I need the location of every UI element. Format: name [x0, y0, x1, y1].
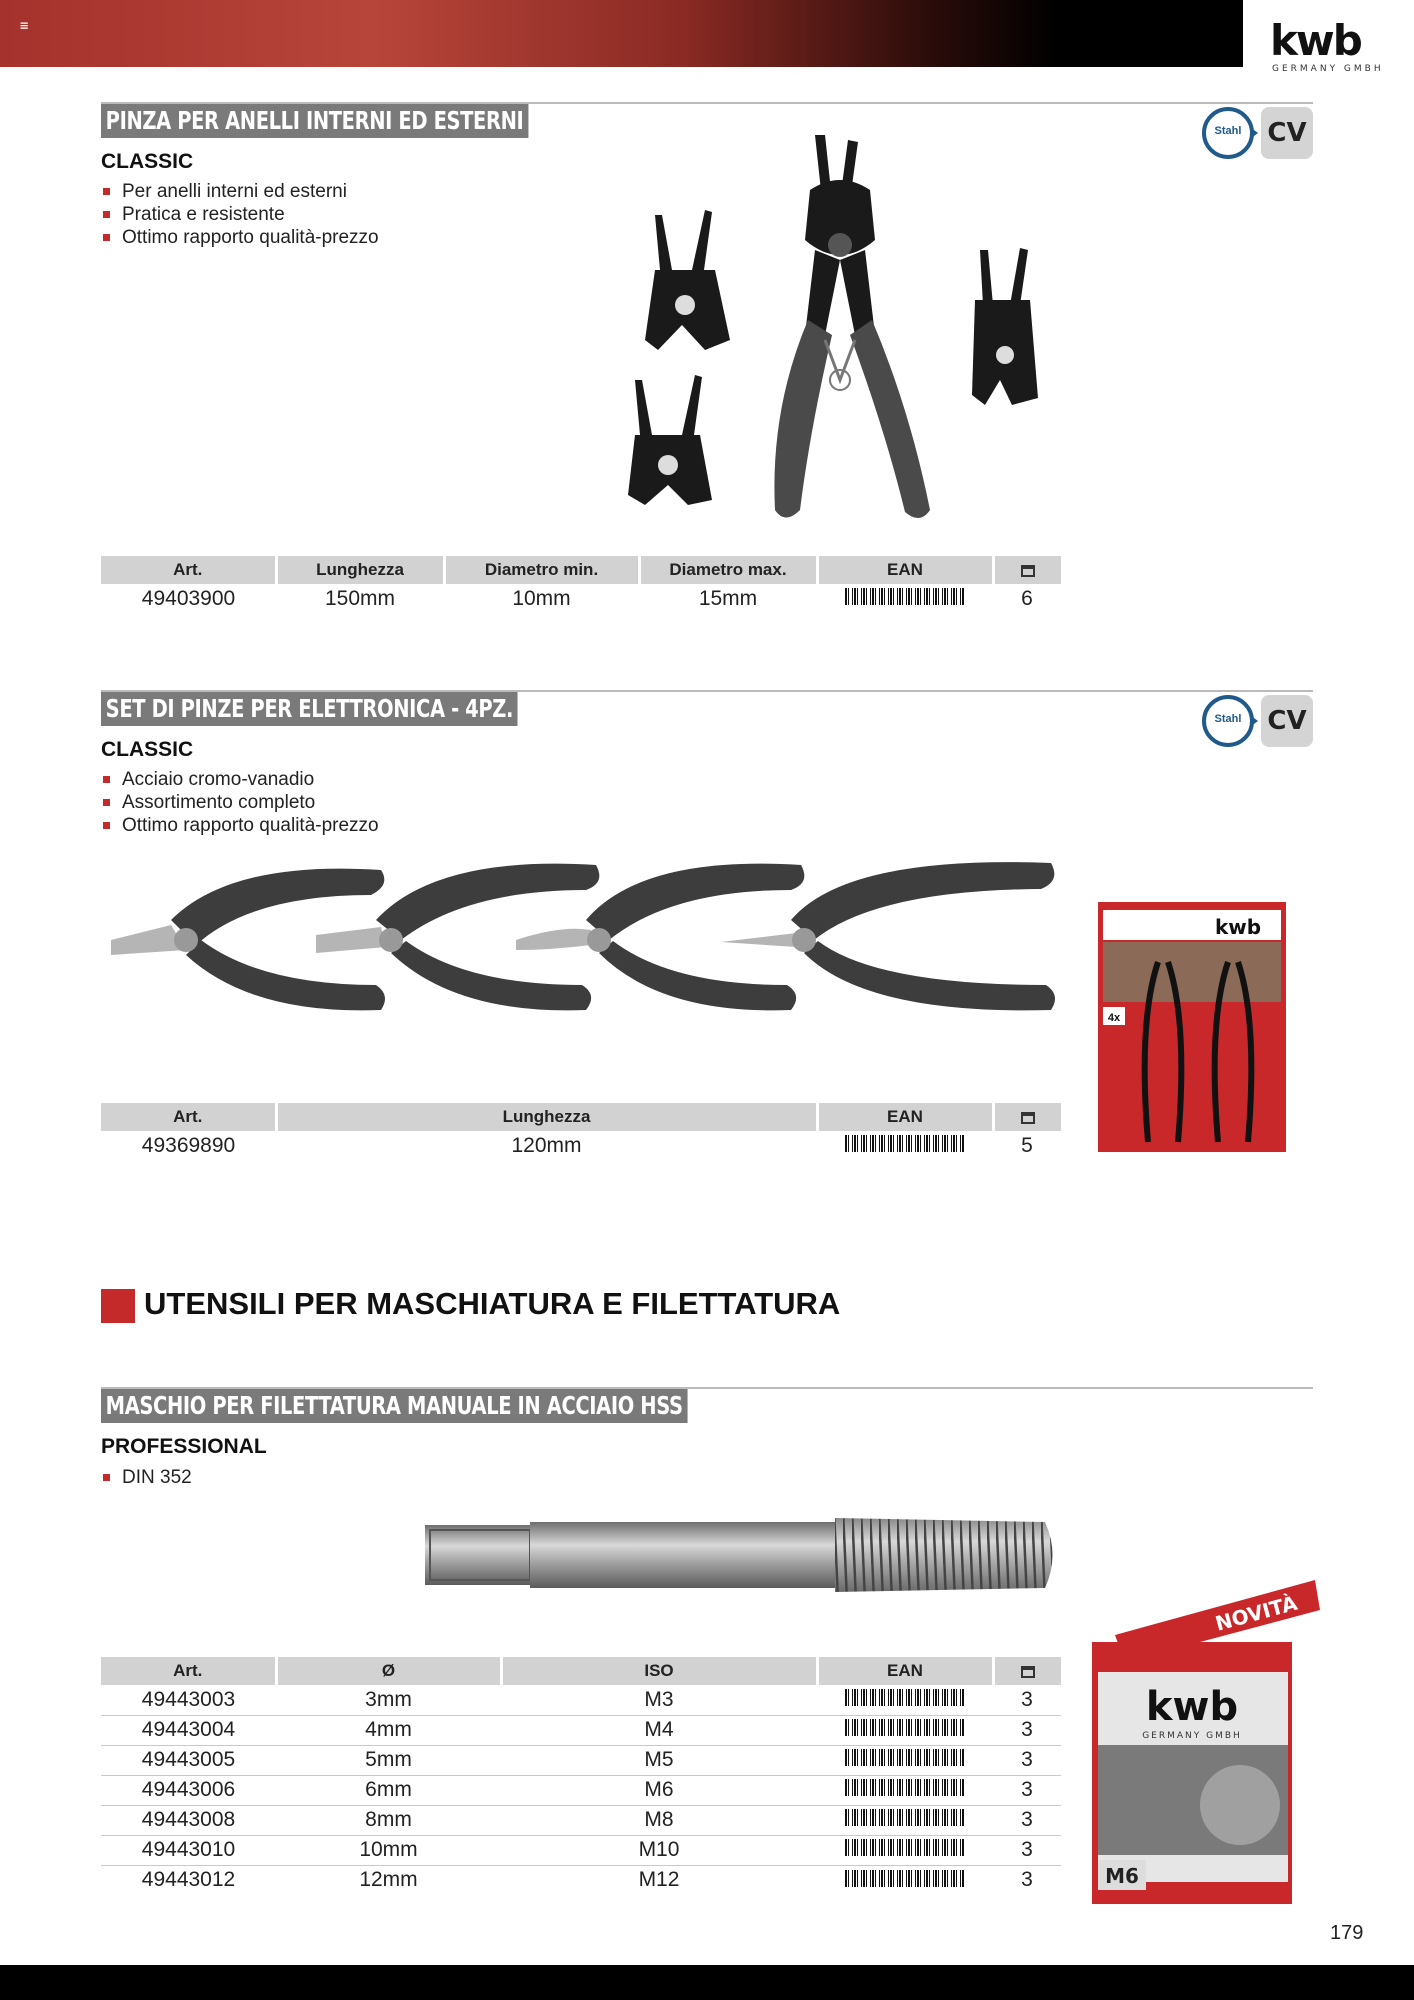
column-header	[993, 1103, 1061, 1131]
table-cell: 10mm	[276, 1835, 501, 1865]
table-row	[101, 584, 1061, 614]
feature-item: Acciaio cromo-vanadio	[103, 768, 379, 791]
table-cell	[817, 1715, 993, 1745]
column-header: Art.	[101, 1657, 276, 1685]
table-cell: 10mm	[512, 587, 571, 610]
table-cell: 150mm	[324, 587, 396, 610]
product-line: CLASSIC	[101, 738, 194, 761]
table-row	[101, 1715, 1061, 1745]
table-row	[101, 1685, 1061, 1715]
table-row	[101, 1131, 1061, 1161]
table-cell	[817, 1745, 993, 1775]
table-cell: 49443010	[101, 1835, 276, 1865]
table-cell	[817, 1835, 993, 1865]
section-title: SET DI PINZE PER ELETTRONICA - 4PZ.	[101, 692, 518, 726]
barcode-icon	[845, 1135, 965, 1157]
section-title: PINZA PER ANELLI INTERNI ED ESTERNI	[101, 104, 528, 138]
tap-image	[420, 1510, 1065, 1600]
table-cell	[817, 1131, 993, 1161]
column-header	[993, 556, 1061, 584]
circlip-pliers-image	[600, 130, 1080, 530]
table-cell: M5	[501, 1745, 817, 1775]
column-header: Art.	[101, 1103, 276, 1131]
product-line: CLASSIC	[101, 150, 194, 173]
pliers-package-image	[1098, 902, 1286, 1164]
table-cell: 3	[993, 1775, 1061, 1805]
barcode-icon	[845, 588, 965, 610]
feature-item: Ottimo rapporto qualità-prezzo	[103, 226, 379, 249]
barcode-icon	[845, 1779, 965, 1801]
table-cell: 5	[1021, 1134, 1033, 1157]
feature-list	[103, 180, 379, 249]
table-cell: 49443004	[101, 1715, 276, 1745]
table-cell: M6	[501, 1775, 817, 1805]
column-header: EAN	[817, 1657, 993, 1685]
table-cell: 12mm	[359, 1868, 418, 1892]
barcode-icon	[845, 1809, 965, 1831]
package-count: 4x	[1107, 1012, 1121, 1024]
table-cell: 15mm	[698, 587, 758, 610]
menu-icon[interactable]: ≡	[20, 18, 29, 34]
top-banner	[0, 0, 1243, 67]
table-cell: 6	[1021, 587, 1033, 610]
package-icon	[1021, 565, 1035, 577]
table-cell: M8	[501, 1805, 817, 1835]
package-icon	[1021, 1666, 1035, 1678]
spec-table	[101, 556, 1061, 614]
package-icon	[1021, 1112, 1035, 1124]
table-cell: M3	[501, 1685, 817, 1715]
table-cell: 49443008	[101, 1805, 276, 1835]
cv-badge-icon: CV	[1261, 107, 1313, 159]
table-cell: 4mm	[276, 1715, 501, 1745]
barcode-icon	[845, 1839, 965, 1861]
feature-item: Assortimento completo	[103, 791, 379, 814]
bottom-bar	[0, 1965, 1414, 2000]
barcode-icon	[845, 1749, 965, 1771]
brand-subtitle: GERMANY GMBH	[1272, 64, 1384, 74]
column-header: Ø	[276, 1657, 501, 1685]
feature-item: Per anelli interni ed esterni	[103, 180, 379, 203]
page-number: 179	[1330, 1922, 1364, 1944]
tap-package-image	[1090, 1580, 1320, 1905]
new-ribbon-label: NOVITÀ	[1212, 1590, 1300, 1636]
column-header	[993, 1657, 1061, 1685]
package-size: M6	[1105, 1864, 1139, 1888]
column-header: Lunghezza	[276, 1103, 817, 1131]
electronics-pliers-image	[101, 845, 1061, 1045]
table-cell: 6mm	[276, 1775, 501, 1805]
barcode-icon	[845, 1870, 965, 1892]
table-cell: 3	[993, 1715, 1061, 1745]
spec-table	[101, 1657, 1061, 1895]
table-cell	[817, 1865, 993, 1895]
column-header: Art.	[101, 556, 276, 584]
table-cell	[817, 1685, 993, 1715]
section-title: MASCHIO PER FILETTATURA MANUALE IN ACCIAIO HSS	[101, 1389, 687, 1423]
column-header: Diametro min.	[444, 556, 639, 584]
table-cell: 49443003	[101, 1685, 276, 1715]
barcode-icon	[845, 1719, 965, 1741]
package-brand: kwb	[1214, 915, 1262, 939]
table-cell: M4	[501, 1715, 817, 1745]
table-row	[101, 1805, 1061, 1835]
brand-wordmark: kwb	[1270, 16, 1361, 65]
column-header: Lunghezza	[276, 556, 444, 584]
column-header: EAN	[817, 1103, 993, 1131]
table-cell: 49443006	[101, 1775, 276, 1805]
table-cell: 8mm	[276, 1805, 501, 1835]
feature-list	[103, 1466, 192, 1489]
table-cell: 5mm	[276, 1745, 501, 1775]
table-cell: 49443005	[101, 1745, 276, 1775]
brand-logo	[1262, 14, 1392, 74]
table-row	[101, 1865, 1061, 1895]
table-header-row	[101, 556, 1061, 584]
table-header-row	[101, 1103, 1061, 1131]
barcode-icon	[845, 1689, 965, 1711]
table-cell: 3	[993, 1805, 1061, 1835]
category-title: UTENSILI PER MASCHIATURA E FILETTATURA	[144, 1286, 841, 1321]
table-cell	[817, 1805, 993, 1835]
package-brand: kwb	[1145, 1684, 1239, 1730]
column-header: ISO	[501, 1657, 817, 1685]
stahl-badge-icon: Stahl	[1202, 107, 1254, 159]
table-cell: 3	[993, 1685, 1061, 1715]
table-cell	[817, 584, 993, 614]
package-brand-sub: GERMANY GMBH	[1142, 1731, 1242, 1741]
cv-badge-icon: CV	[1261, 695, 1313, 747]
table-cell: 3	[993, 1745, 1061, 1775]
table-cell: 3mm	[276, 1685, 501, 1715]
table-row	[101, 1775, 1061, 1805]
table-cell: 3	[993, 1835, 1061, 1865]
table-cell: 49403900	[141, 587, 236, 610]
feature-item: Ottimo rapporto qualità-prezzo	[103, 814, 379, 837]
table-cell: 3	[1021, 1868, 1033, 1892]
table-cell: 49369890	[141, 1134, 236, 1157]
table-cell: M12	[638, 1868, 680, 1892]
feature-list	[103, 768, 379, 837]
spec-table	[101, 1103, 1061, 1161]
table-cell: 120mm	[511, 1134, 582, 1157]
column-header: EAN	[817, 556, 993, 584]
product-line: PROFESSIONAL	[101, 1435, 267, 1458]
feature-item: Pratica e resistente	[103, 203, 379, 226]
column-header: Diametro max.	[639, 556, 817, 584]
stahl-badge-icon: Stahl	[1202, 695, 1254, 747]
table-header-row	[101, 1657, 1061, 1685]
table-cell: M10	[501, 1835, 817, 1865]
table-cell	[817, 1775, 993, 1805]
feature-item: DIN 352	[103, 1466, 192, 1489]
table-row	[101, 1835, 1061, 1865]
table-cell: 49443012	[141, 1868, 236, 1892]
category-marker	[101, 1289, 135, 1323]
table-row	[101, 1745, 1061, 1775]
